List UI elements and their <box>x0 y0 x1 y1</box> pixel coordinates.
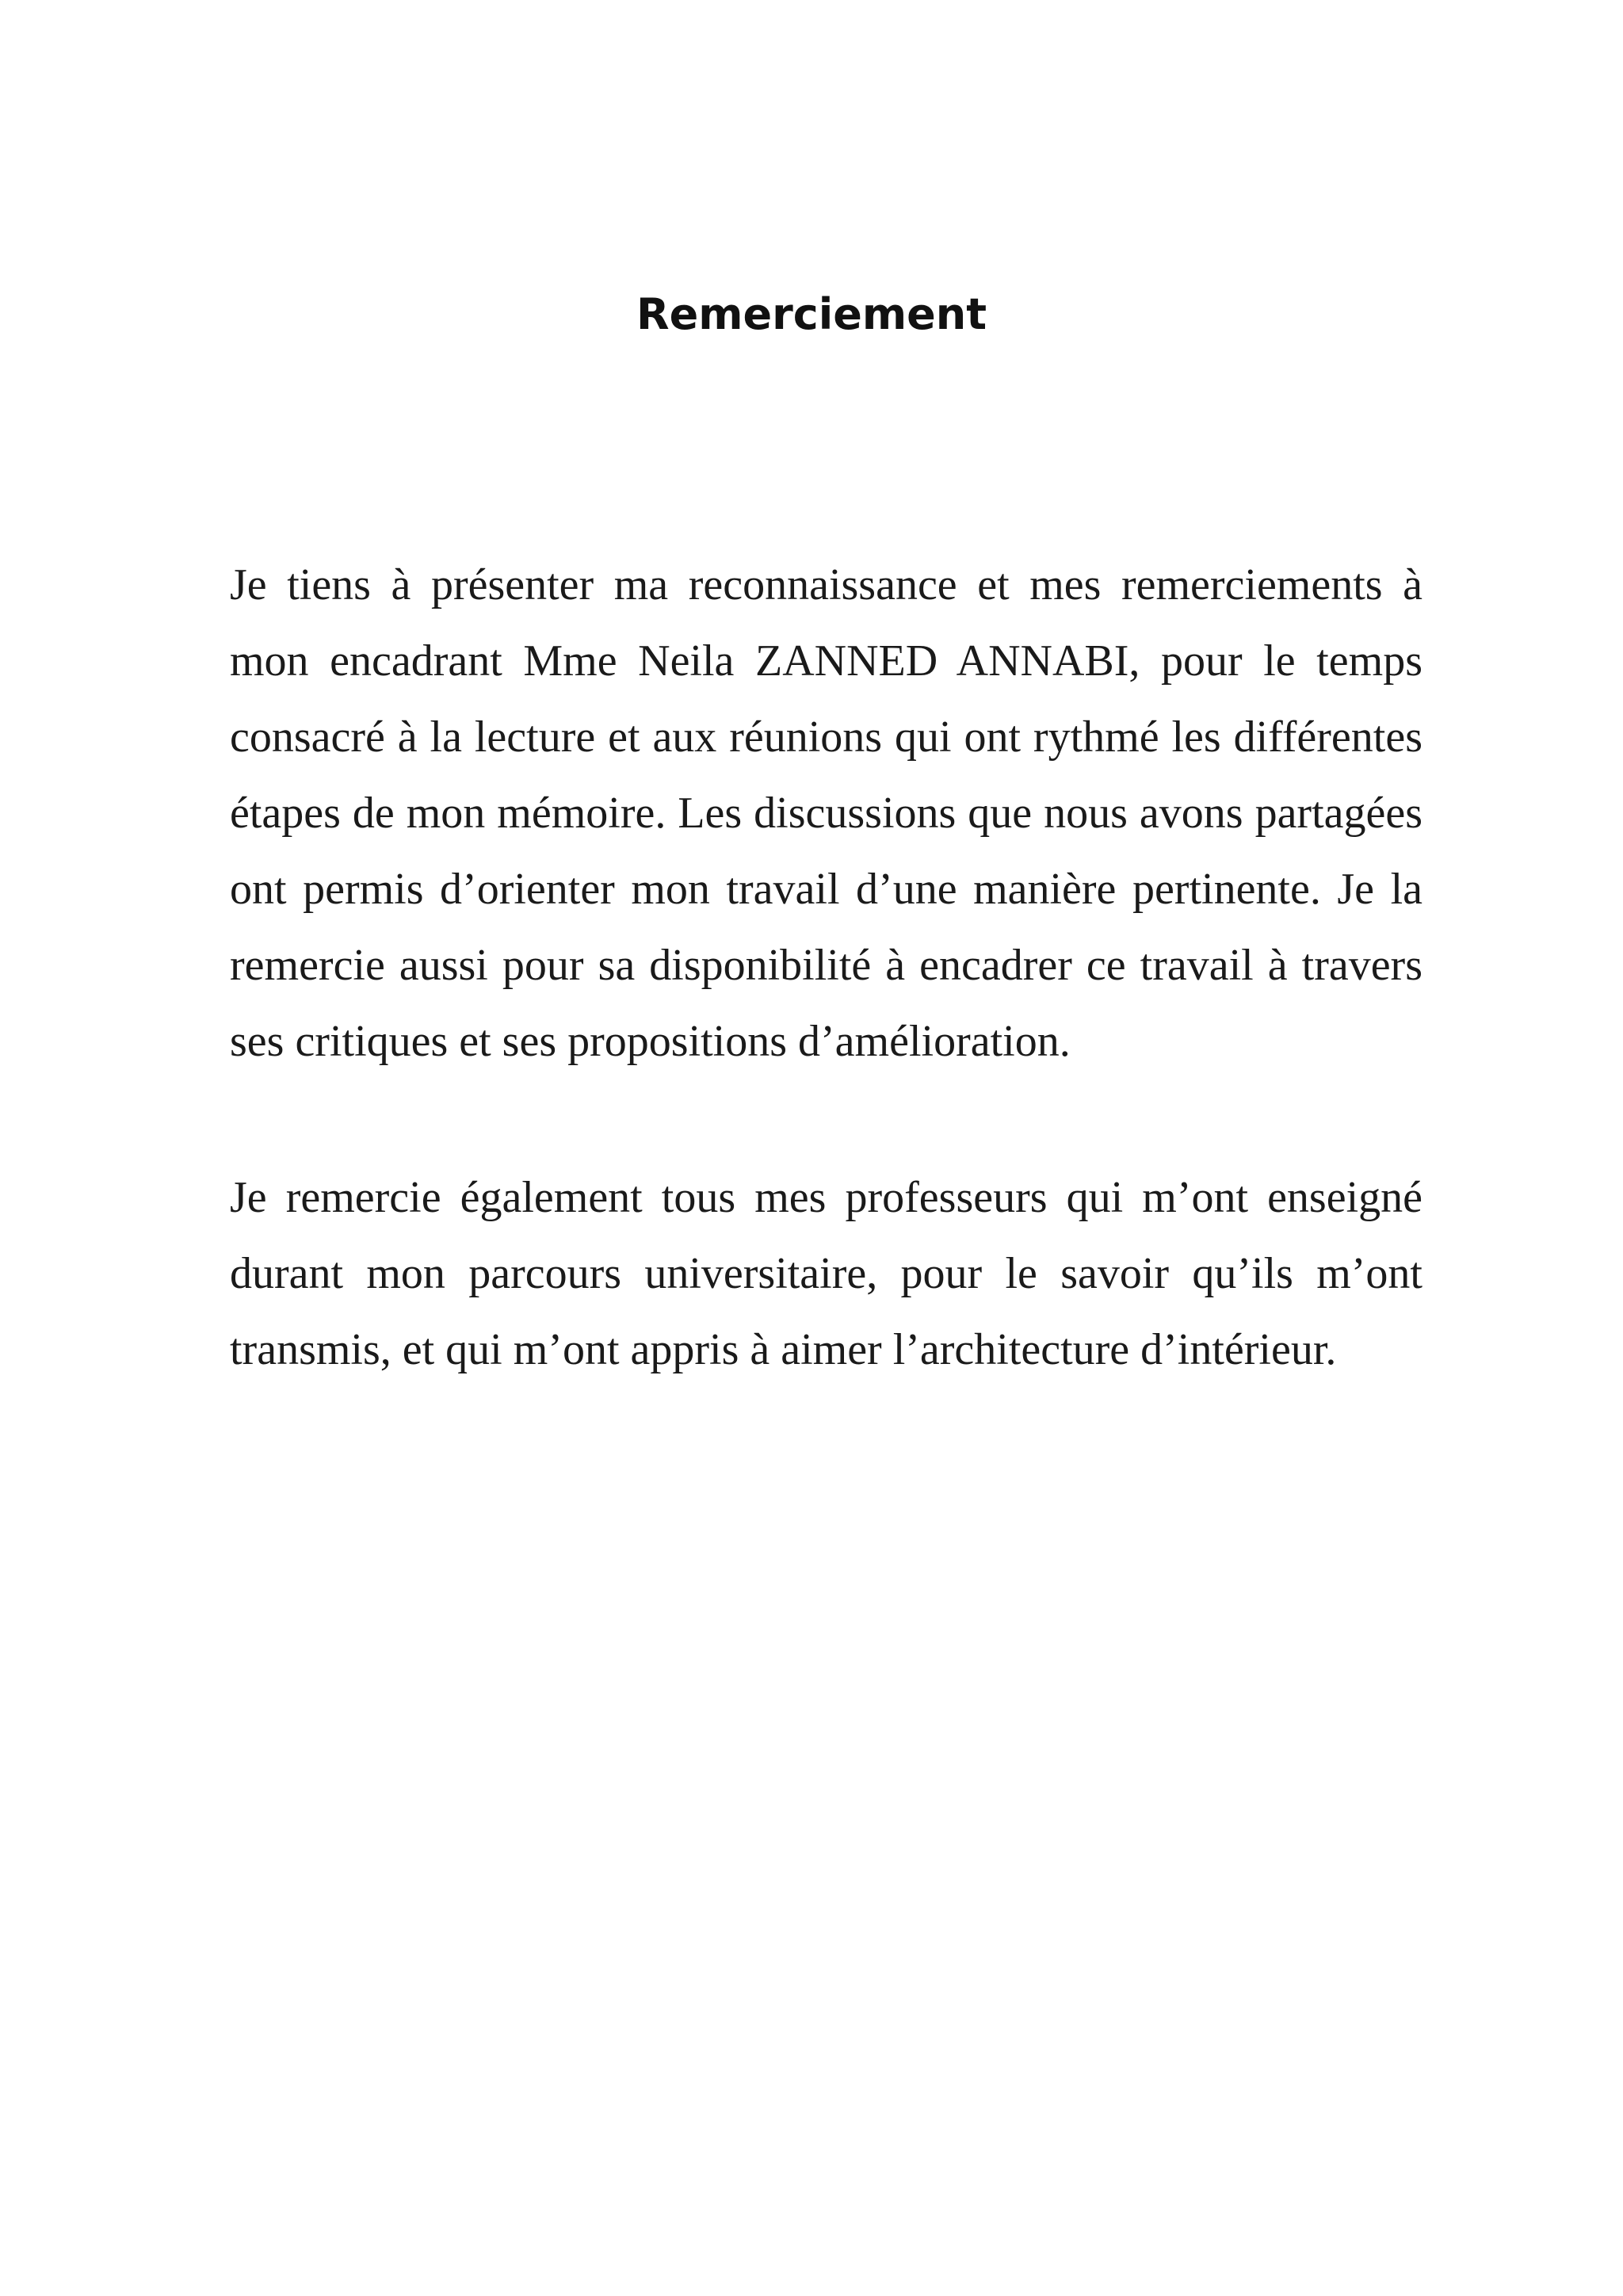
text-line: Je tiens à présenter ma reconnaissance et mes remerciements à <box>230 560 1423 609</box>
text-line: durant mon parcours universitaire, pour le savoir qu’ils m’ont <box>230 1249 1423 1298</box>
paragraph-professors-thanks <box>230 1159 1423 1388</box>
page-title: Remerciement <box>636 289 987 339</box>
text-line: ses critiques et ses propositions d’amélioration. <box>230 1017 1071 1066</box>
text-line: ont permis d’orienter mon travail d’une manière pertinente. Je la <box>230 865 1423 914</box>
text-line: consacré à la lecture et aux réunions qui ont rythmé les différentes <box>230 712 1423 762</box>
text-line: mon encadrant Mme Neila ZANNED ANNABI, pour le temps <box>230 636 1423 686</box>
text-line: Je remercie également tous mes professeurs qui m’ont enseigné <box>230 1173 1423 1222</box>
paragraph-supervisor-thanks <box>230 547 1423 1079</box>
text-line: transmis, et qui m’ont appris à aimer l’architecture d’intérieur. <box>230 1325 1337 1374</box>
text-line: étapes de mon mémoire. Les discussions que nous avons partagées <box>230 789 1423 838</box>
text-line: remercie aussi pour sa disponibilité à encadrer ce travail à travers <box>230 941 1423 990</box>
